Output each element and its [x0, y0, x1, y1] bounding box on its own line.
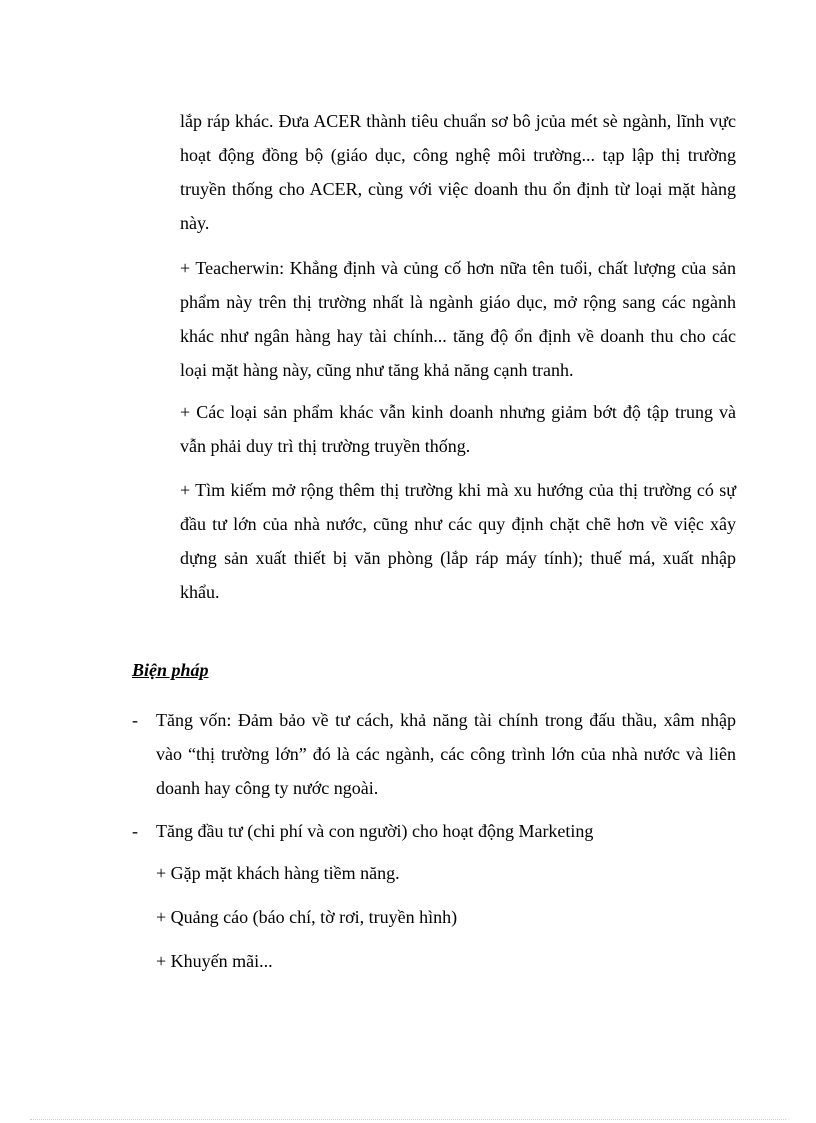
sub-item-advertising: + Quảng cáo (báo chí, tờ rơi, truyền hình) — [156, 907, 458, 927]
bullet-text: Tăng đầu tư (chi phí và con người) cho hoạt động Marketing — [156, 821, 594, 841]
sub-item-meet-customers: + Gặp mặt khách hàng tiềm năng. — [156, 863, 400, 883]
footer-divider — [30, 1119, 786, 1120]
paragraph-teacherwin: + Teacherwin: Khẳng định và củng cố hơn nữa tên tuổi, chất lượng của sản phẩm này trên thị trường nhất là ngành giáo dục, mở rộng sang các ngành khác như ngân hàng hay tài chính... tăng độ ổn định về doanh thu cho các loại mặt hàng này, cũng như tăng khả năng cạnh tranh. — [180, 258, 736, 380]
bullet-text: Tăng vốn: Đảm bảo về tư cách, khả năng tài chính trong đấu thầu, xâm nhập vào “thị trường lớn” đó là các ngành, các công trình lớn của nhà nước và liên doanh hay công ty nước ngoài. — [156, 710, 736, 798]
section-heading: Biện pháp — [132, 660, 209, 680]
bullet-item-marketing — [132, 814, 736, 848]
sub-item-promotion: + Khuyến mãi... — [156, 951, 273, 971]
paragraph-other-products: + Các loại sản phẩm khác vẫn kinh doanh nhưng giảm bớt độ tập trung và vẫn phải duy trì thị trường truyền thống. — [180, 402, 736, 456]
bullet-dash: - — [132, 821, 138, 841]
bullet-dash: - — [132, 710, 138, 730]
paragraph-market-expansion: + Tìm kiếm mở rộng thêm thị trường khi mà xu hướng của thị trường có sự đầu tư lớn của nhà nước, cũng như các quy định chặt chẽ hơn về việc xây dựng sản xuất thiết bị văn phòng (lắp ráp máy tính); thuế má, xuất nhập khẩu. — [180, 480, 736, 602]
bullet-item-capital — [132, 703, 736, 805]
paragraph-acer: lắp ráp khác. Đưa ACER thành tiêu chuẩn sơ bô jcủa mét sè ngành, lĩnh vực hoạt động đồng bộ (giáo dục, công nghệ môi trường... tạp lập thị trường truyền thống cho ACER, cùng với việc doanh thu ổn định từ loại mặt hàng này. — [180, 111, 736, 233]
